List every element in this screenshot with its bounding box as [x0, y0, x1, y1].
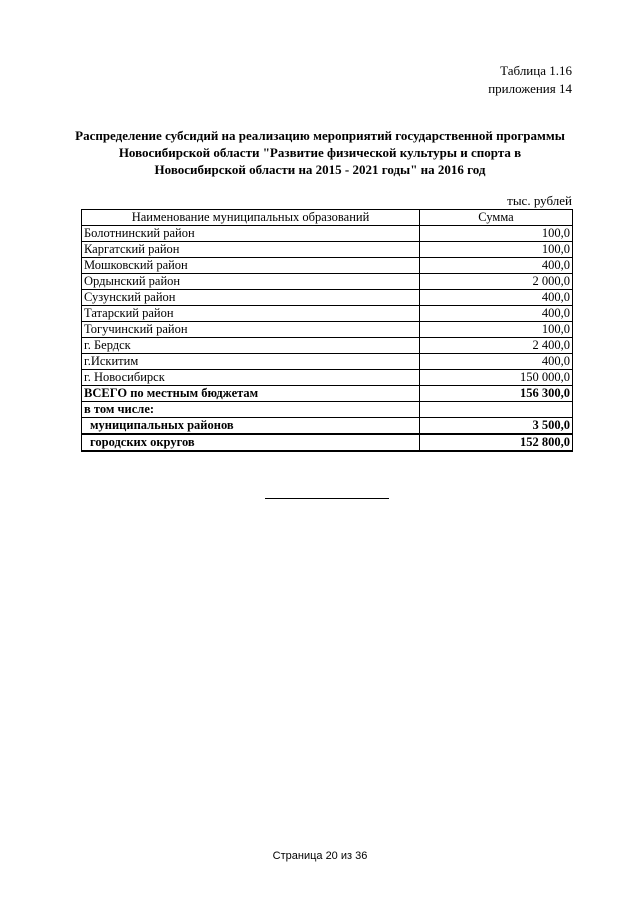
total-amount: 156 300,0	[420, 386, 573, 402]
table-number: Таблица 1.16	[500, 63, 572, 78]
subsidy-amount: 400,0	[420, 290, 573, 306]
municipality-name: г. Новосибирск	[82, 370, 420, 386]
breakdown-row	[82, 434, 573, 451]
municipality-name: Татарский район	[82, 306, 420, 322]
table-row	[82, 274, 573, 290]
table-header-row	[82, 210, 573, 226]
title-line: Распределение субсидий на реализацию мероприятий государственной программы	[75, 128, 565, 143]
total-row	[82, 386, 573, 402]
municipality-name: Сузунский район	[82, 290, 420, 306]
appendix-label: приложения 14	[488, 81, 572, 96]
municipality-name: Каргатский район	[82, 242, 420, 258]
table-row	[82, 338, 573, 354]
table-row	[82, 226, 573, 242]
municipality-name: г. Бердск	[82, 338, 420, 354]
municipality-name: Болотнинский район	[82, 226, 420, 242]
table-row	[82, 354, 573, 370]
breakdown-amount: 152 800,0	[420, 434, 573, 451]
subsidy-amount: 100,0	[420, 242, 573, 258]
subsidy-amount: 2 400,0	[420, 338, 573, 354]
subsidy-amount: 100,0	[420, 226, 573, 242]
including-label: в том числе:	[82, 402, 420, 418]
municipality-name: Тогучинский район	[82, 322, 420, 338]
table-reference	[488, 62, 572, 98]
document-title	[60, 127, 580, 178]
municipality-name: г.Искитим	[82, 354, 420, 370]
municipality-name: Мошковский район	[82, 258, 420, 274]
title-line: Новосибирской области "Развитие физической культуры и спорта в	[118, 145, 522, 160]
subsidy-amount: 150 000,0	[420, 370, 573, 386]
subsidy-amount: 400,0	[420, 306, 573, 322]
breakdown-row	[82, 418, 573, 435]
including-empty-cell	[420, 402, 573, 418]
total-label: ВСЕГО по местным бюджетам	[82, 386, 420, 402]
breakdown-label: городских округов	[82, 434, 420, 451]
municipality-name: Ордынский район	[82, 274, 420, 290]
separator-line	[265, 498, 389, 499]
units-label: тыс. рублей	[507, 193, 572, 208]
title-line: Новосибирской области на 2015 - 2021 годы" на 2016 год	[154, 162, 486, 177]
breakdown-amount: 3 500,0	[420, 418, 573, 435]
column-header-amount: Сумма	[420, 210, 573, 226]
table-row	[82, 242, 573, 258]
subsidy-amount: 400,0	[420, 354, 573, 370]
table-row	[82, 322, 573, 338]
breakdown-label: муниципальных районов	[82, 418, 420, 435]
table-row	[82, 258, 573, 274]
subsidy-table	[81, 209, 573, 452]
page-number: Страница 20 из 36	[272, 850, 368, 862]
table-row	[82, 290, 573, 306]
subsidy-amount: 2 000,0	[420, 274, 573, 290]
table-row	[82, 370, 573, 386]
subsidy-amount: 400,0	[420, 258, 573, 274]
column-header-name: Наименование муниципальных образований	[82, 210, 420, 226]
table-row	[82, 306, 573, 322]
including-row	[82, 402, 573, 418]
subsidy-amount: 100,0	[420, 322, 573, 338]
